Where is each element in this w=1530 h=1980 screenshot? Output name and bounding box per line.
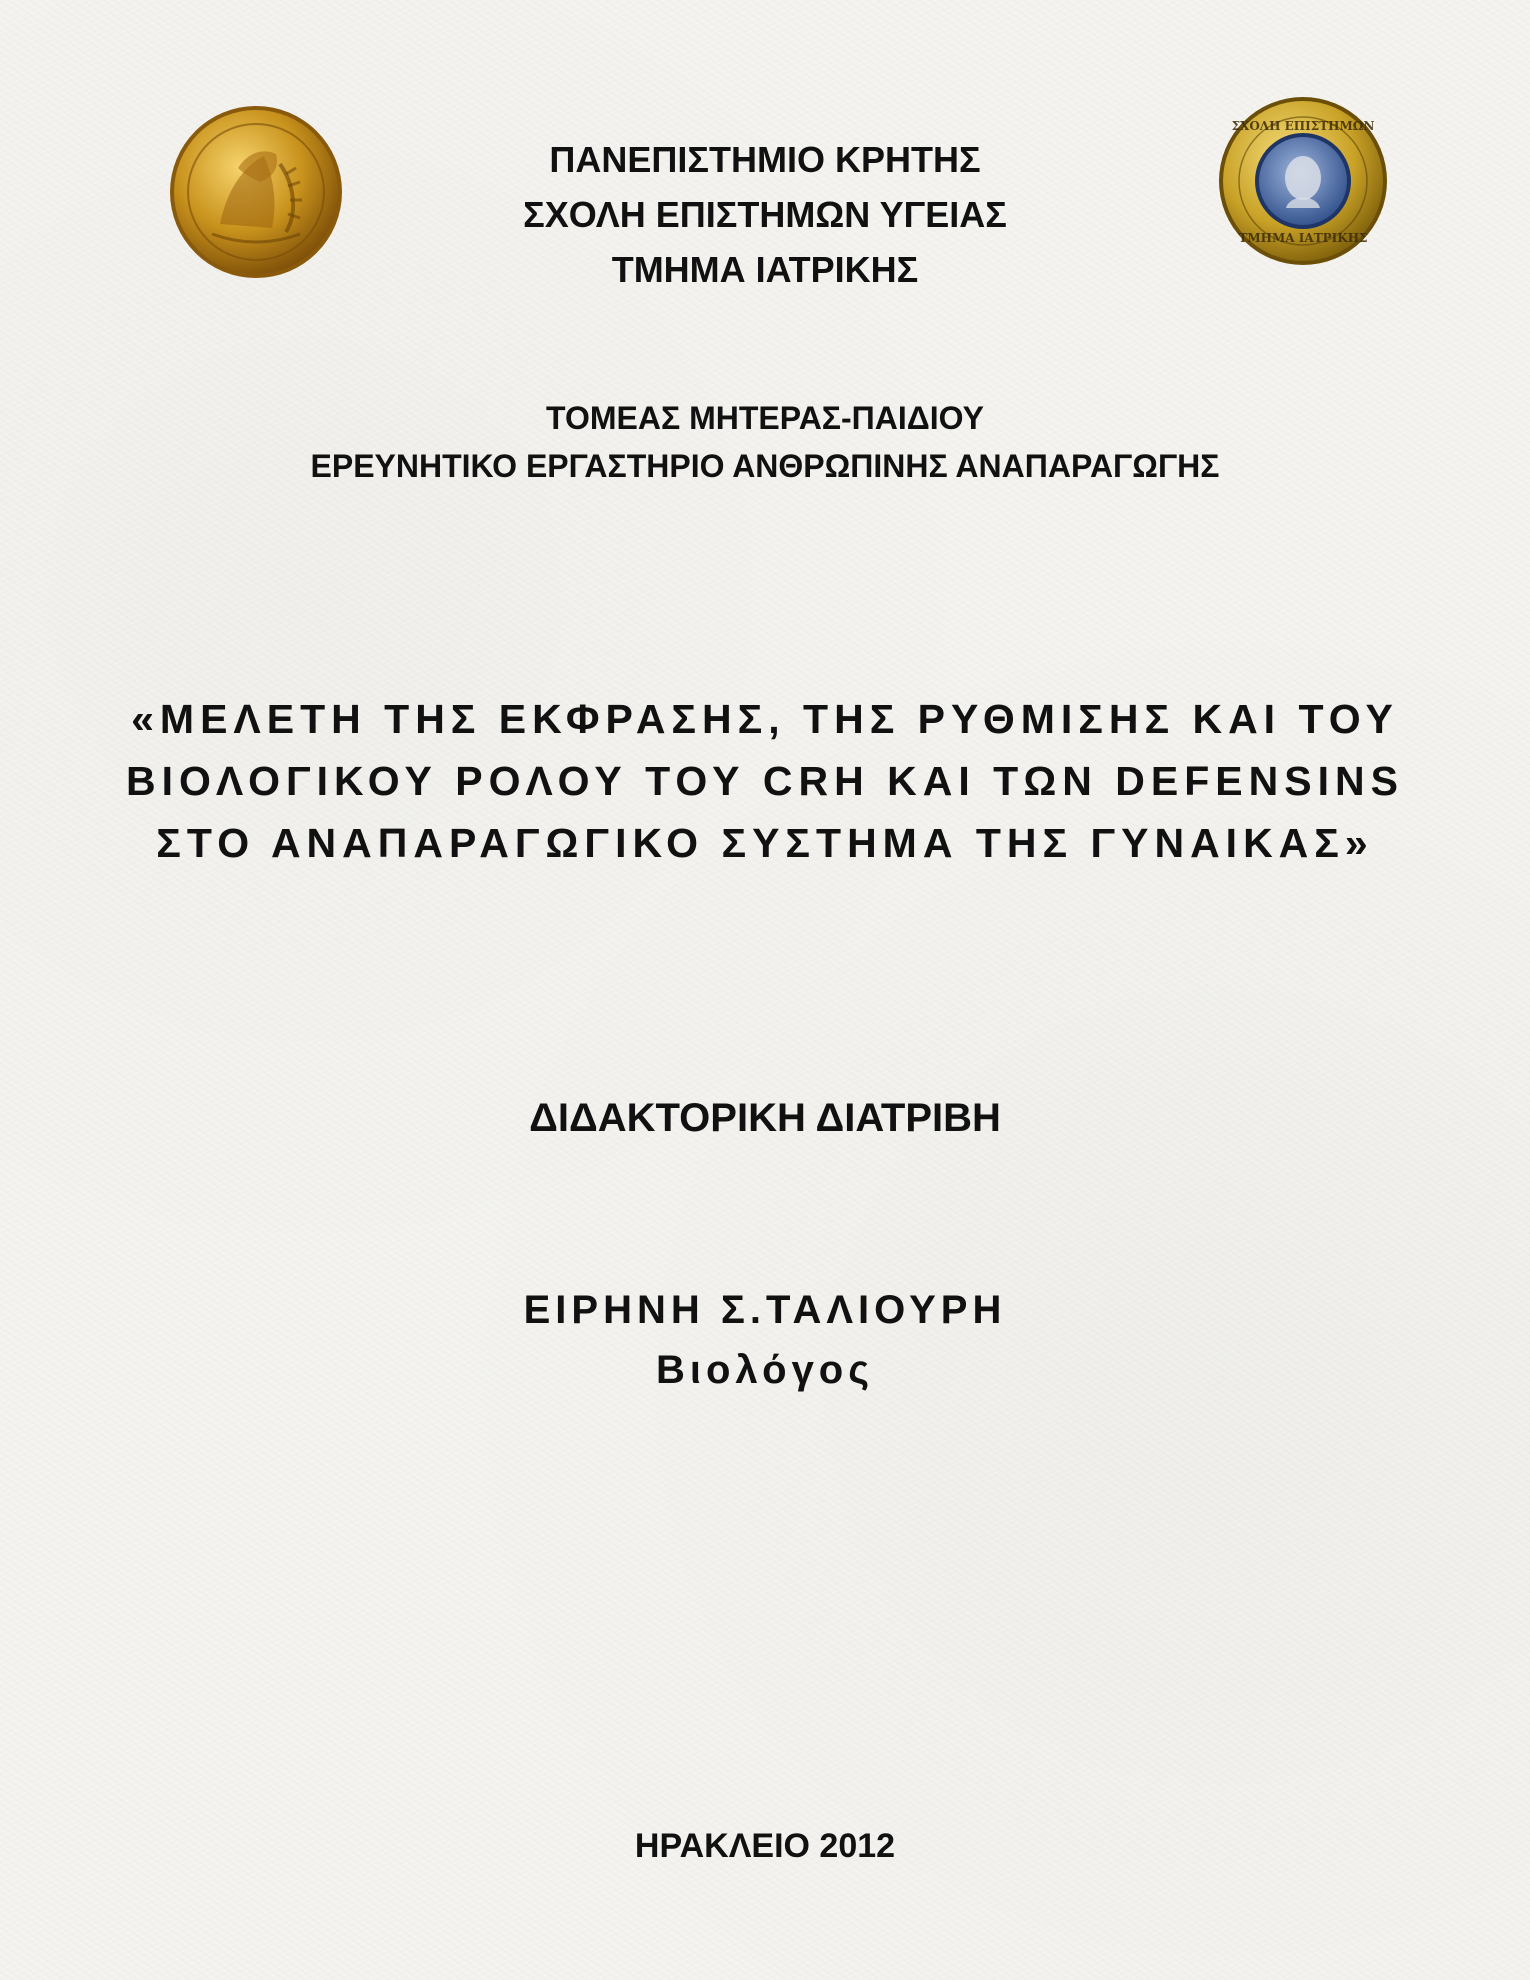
- thesis-type: [0, 1090, 1530, 1146]
- school-name: ΣΧΟΛΗ ΕΠΙΣΤΗΜΩΝ ΥΓΕΙΑΣ: [523, 194, 1007, 235]
- place-year-label: ΗΡΑΚΛΕΙΟ 2012: [634, 1827, 896, 1865]
- svg-text:ΣΧΟΛΗ ΕΠΙΣΤΗΜΩΝ: ΣΧΟΛΗ ΕΠΙΣΤΗΜΩΝ: [1231, 119, 1375, 133]
- place-year: [0, 1822, 1530, 1870]
- department-name: ΤΜΗΜΑ ΙΑΤΡΙΚΗΣ: [611, 249, 919, 290]
- university-name: ΠΑΝΕΠΙΣΤΗΜΙΟ ΚΡΗΤΗΣ: [549, 139, 981, 180]
- division-block: [0, 394, 1530, 490]
- sector-name: ΤΟΜΕΑΣ ΜΗΤΕΡΑΣ-ΠΑΙΔΙΟΥ: [546, 400, 984, 436]
- author-role: Βιολόγος: [655, 1348, 875, 1392]
- institution-header: [0, 132, 1530, 297]
- thesis-title: [0, 688, 1530, 874]
- title-line-3: ΣΤΟ ΑΝΑΠΑΡΑΓΩΓΙΚΟ ΣΥΣΤΗΜΑ ΤΗΣ ΓΥΝΑΙΚΑΣ»: [156, 820, 1374, 866]
- author-block: [0, 1280, 1530, 1400]
- svg-text:ΤΜΗΜΑ ΙΑΤΡΙΚΗΣ: ΤΜΗΜΑ ΙΑΤΡΙΚΗΣ: [1238, 231, 1368, 245]
- thesis-type-label: ΔΙΔΑΚΤΟΡΙΚΗ ΔΙΑΤΡΙΒΗ: [529, 1096, 1001, 1140]
- lab-name: ΕΡΕΥΝΗΤΙΚΟ ΕΡΓΑΣΤΗΡΙΟ ΑΝΘΡΩΠΙΝΗΣ ΑΝΑΠΑΡΑΓΩΓΗΣ: [310, 448, 1220, 484]
- title-line-1: «ΜΕΛΕΤΗ ΤΗΣ ΕΚΦΡΑΣΗΣ, ΤΗΣ ΡΥΘΜΙΣΗΣ ΚΑΙ ΤΟΥ: [131, 696, 1399, 742]
- title-line-2: ΒΙΟΛΟΓΙΚΟΥ ΡΟΛΟΥ ΤΟΥ CRH ΚΑΙ ΤΩΝ DEFENSINS: [126, 758, 1404, 804]
- author-name: ΕΙΡΗΝΗ Σ.ΤΑΛΙΟΥΡΗ: [523, 1288, 1007, 1332]
